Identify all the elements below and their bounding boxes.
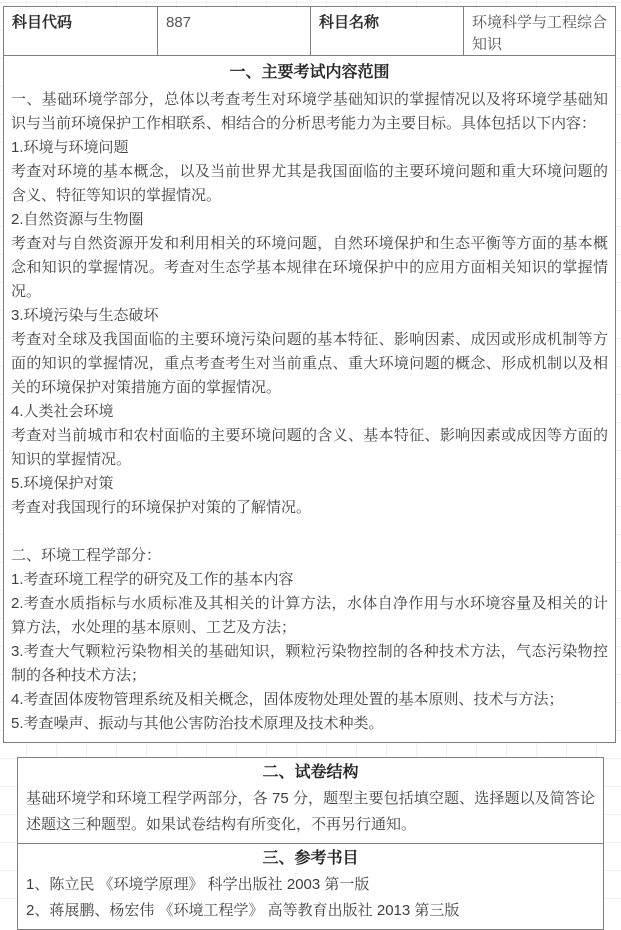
subject-code-label: 科目代码 bbox=[4, 7, 158, 55]
paragraph: 3.环境污染与生态破坏 bbox=[11, 307, 159, 324]
subject-name-label: 科目名称 bbox=[311, 7, 464, 55]
paper-structure-cell bbox=[18, 758, 603, 844]
structure-reference-table bbox=[17, 757, 604, 930]
subject-name-value: 环境科学与工程综合知识 bbox=[472, 14, 608, 53]
paragraph: 4.人类社会环境 bbox=[11, 403, 114, 420]
section3-title: 三、参考书目 bbox=[262, 850, 359, 867]
paragraph: 1.环境与环境问题 bbox=[11, 139, 129, 156]
paragraph: 考查对当前城市和农村面临的主要环境问题的含义、基本特征、影响因素或成因等方面的知识的掌握情况。 bbox=[11, 427, 608, 468]
section1-title: 一、主要考试内容范围 bbox=[229, 64, 390, 81]
paragraph: 5.考查噪声、振动与其他公害防治技术原理及技术种类。 bbox=[11, 715, 384, 732]
paragraph: 2.自然资源与生物圈 bbox=[11, 211, 144, 228]
paragraph: 考查对我国现行的环境保护对策的了解情况。 bbox=[11, 499, 312, 516]
subject-code-value: 887 bbox=[158, 7, 311, 55]
subject-meta-row bbox=[4, 7, 615, 56]
blank-line bbox=[11, 520, 608, 544]
section2-title: 二、试卷结构 bbox=[262, 764, 359, 781]
paragraph: 3.考查大气颗粒污染物相关的基础知识，颗粒污染物控制的各种技术方法，气态污染物控制的各种技术方法； bbox=[11, 643, 608, 684]
paper-structure-text: 基础环境学和环境工程学两部分，各 75 分，题型主要包括填空题、选择题以及简答论述题这三种题型。如果试卷结构有所变化，不再另行通知。 bbox=[26, 790, 595, 833]
paragraph: 考查对与自然资源开发和利用相关的环境问题，自然环境保护和生态平衡等方面的基本概念和知识的掌握情况。考查对生态学基本规律在环境保护中的应用方面相关知识的掌握情况。 bbox=[11, 235, 608, 300]
reference-books-cell bbox=[18, 844, 603, 929]
paragraph: 4.考查固体废物管理系统及相关概念，固体废物处理处置的基本原则、技术与方法； bbox=[11, 691, 564, 708]
paragraph: 二、环境工程学部分： bbox=[11, 547, 162, 564]
paragraph: 考查对环境的基本概念，以及当前世界尤其是我国面临的主要环境问题和重大环境问题的含义、特征等知识的掌握情况。 bbox=[11, 163, 608, 204]
reference-book-item: 2、蒋展鹏、杨宏伟 《环境工程学》 高等教育出版社 2013 第三版 bbox=[26, 902, 460, 919]
paragraph: 考查对全球及我国面临的主要环境污染问题的基本特征、影响因素、成因或形成机制等方面的知识的掌握情况，重点考查考生对当前重点、重大环境问题的概念、形成机制以及相关的环境保护对策措施方面的掌握情况。 bbox=[11, 331, 608, 396]
main-syllabus-table bbox=[3, 6, 616, 743]
exam-content-cell bbox=[4, 56, 615, 742]
paragraph: 2.考查水质指标与水质标准及其相关的计算方法，水体自净作用与水环境容量及相关的计算方法，水处理的基本原则、工艺及方法； bbox=[11, 595, 608, 636]
reference-book-item: 1、陈立民 《环境学原理》 科学出版社 2003 第一版 bbox=[26, 876, 370, 893]
paragraph: 1.考查环境工程学的研究及工作的基本内容 bbox=[11, 571, 294, 588]
paragraph: 5.环境保护对策 bbox=[11, 475, 114, 492]
paragraph: 一、基础环境学部分，总体以考查考生对环境学基础知识的掌握情况以及将环境学基础知识与当前环境保护工作相联系、相结合的分析思考能力为主要目标。具体包括以下内容： bbox=[11, 91, 608, 132]
